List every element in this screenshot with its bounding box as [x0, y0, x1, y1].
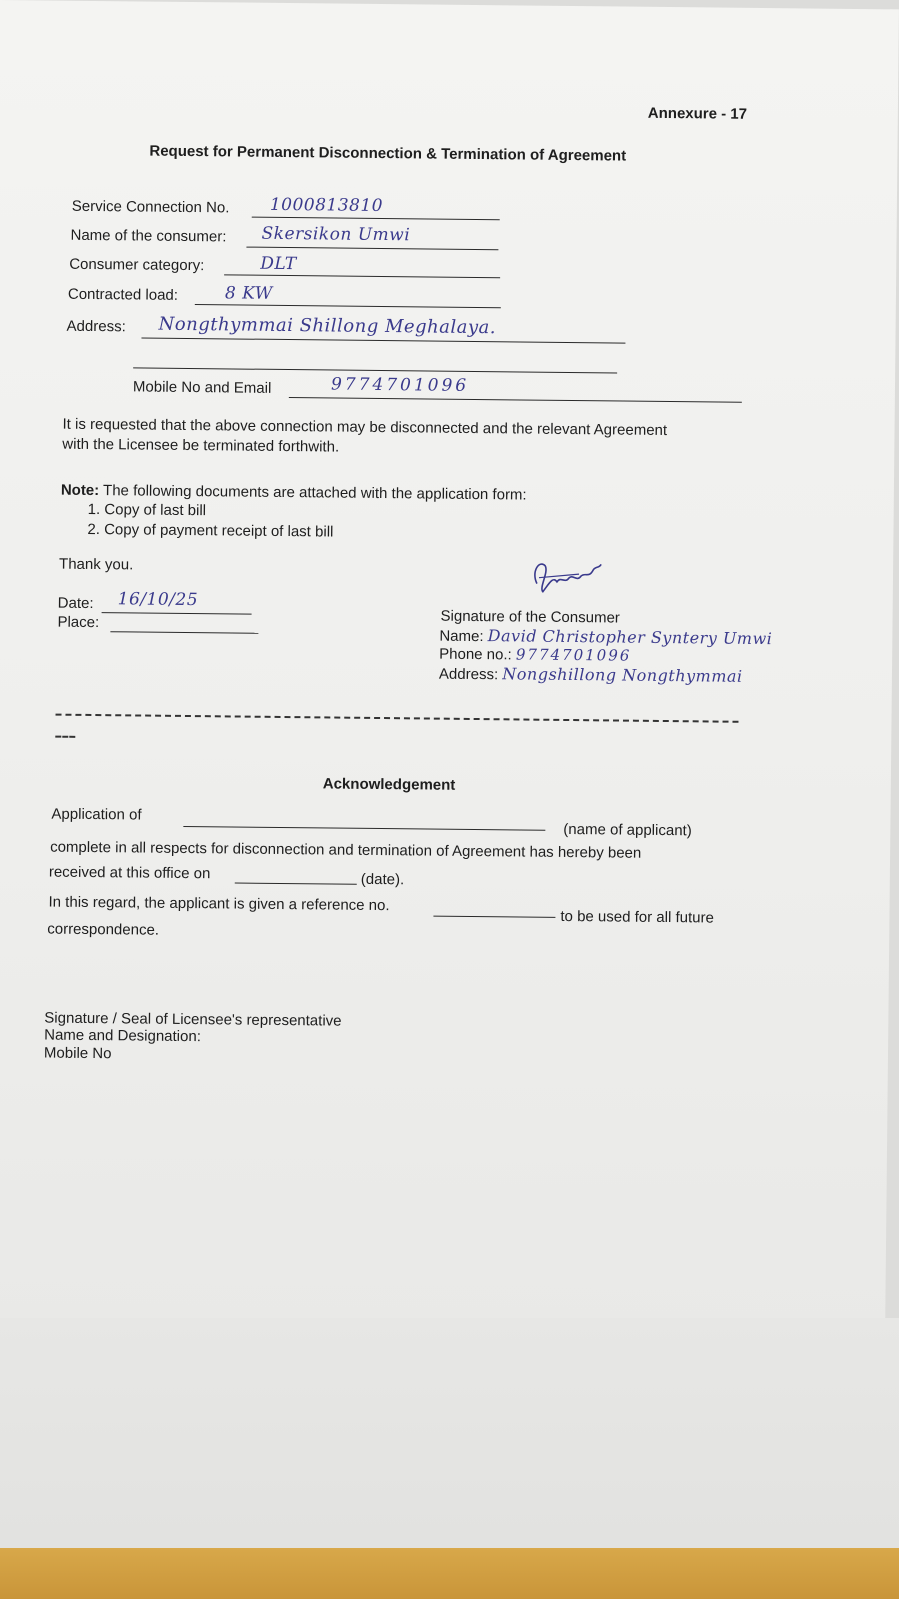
ack-regard: In this regard, the applicant is given a reference no. — [48, 893, 390, 915]
mobile-email-value: 9774701096 — [330, 374, 470, 396]
underlying-sheet — [0, 1318, 899, 1548]
contracted-load-line — [195, 304, 501, 308]
ack-date-hint: (date). — [360, 870, 405, 889]
consumer-sign-name-value: David Christopher Syntery Umwi — [487, 626, 773, 649]
note-label: Note: — [60, 481, 100, 500]
ack-applicant-line — [183, 826, 545, 831]
request-line-2: with the Licensee be terminated forthwith. — [62, 435, 340, 456]
consumer-category-label: Consumer category: — [69, 255, 205, 275]
ack-received: received at this office on — [48, 863, 211, 883]
address-label: Address: — [66, 317, 126, 336]
consumer-address-label: Address: — [438, 665, 499, 684]
form-title: Request for Permanent Disconnection & Termination of Agreement — [149, 142, 627, 165]
licensee-mobile: Mobile No — [43, 1044, 112, 1063]
address-value: Nongthymmai Shillong Meghalaya. — [158, 313, 497, 339]
consumer-signature-scribble — [529, 554, 609, 599]
licensee-signature-seal: Signature / Seal of Licensee's representative — [44, 1009, 342, 1030]
acknowledgement-title: Acknowledgement — [322, 775, 456, 794]
mobile-email-line — [289, 397, 742, 403]
date-line — [102, 612, 252, 615]
ack-application-of: Application of — [51, 805, 142, 824]
ack-future: to be used for all future — [560, 907, 714, 927]
mobile-email-label: Mobile No and Email — [132, 378, 272, 397]
address-line-1 — [141, 338, 625, 344]
place-line — [110, 631, 258, 634]
consumer-name-value: Skersikon Umwi — [261, 223, 411, 246]
service-connection-value: 1000813810 — [269, 194, 384, 217]
consumer-address-row — [439, 664, 743, 686]
ack-date-line — [235, 883, 357, 885]
ack-name-of-applicant: (name of applicant) — [563, 820, 692, 840]
consumer-sign-name-label: Name: — [439, 627, 484, 646]
folder-edge — [0, 1548, 899, 1599]
consumer-name-line — [246, 247, 498, 251]
consumer-phone-value: 9774701096 — [515, 645, 632, 665]
consumer-address-value: Nongshillong Nongthymmai — [502, 664, 743, 686]
annexure-label: Annexure - 17 — [647, 104, 748, 123]
contracted-load-label: Contracted load: — [67, 285, 179, 304]
consumer-name-label: Name of the consumer: — [70, 226, 227, 246]
ack-reference-line — [433, 916, 555, 918]
consumer-category-line — [224, 274, 500, 278]
cut-divider-tail — [55, 736, 75, 738]
date-label: Date: — [57, 594, 94, 613]
ack-line-2: complete in all respects for disconnection and termination of Agreement has hereby been — [50, 838, 642, 862]
licensee-name-designation: Name and Designation: — [44, 1026, 202, 1046]
thank-you: Thank you. — [59, 555, 134, 574]
consumer-signature-title: Signature of the Consumer — [440, 607, 620, 627]
consumer-phone-label: Phone no.: — [439, 645, 512, 664]
date-value: 16/10/25 — [117, 589, 199, 611]
request-line-1: It is requested that the above connection may be disconnected and the relevant Agreement — [62, 415, 668, 440]
note — [61, 482, 527, 504]
note-item-2: 2. Copy of payment receipt of last bill — [87, 520, 334, 541]
contracted-load-value: 8 KW — [224, 283, 273, 304]
place-label: Place: — [57, 613, 100, 632]
service-connection-label: Service Connection No. — [71, 197, 230, 217]
note-item-1: 1. Copy of last bill — [87, 500, 207, 520]
note-text: The following documents are attached with the application form: — [103, 482, 527, 504]
ack-correspondence: correspondence. — [47, 920, 160, 939]
cut-divider — [56, 714, 739, 723]
consumer-phone-row — [439, 645, 631, 665]
service-connection-line — [252, 217, 500, 221]
address-line-2 — [133, 367, 617, 373]
consumer-category-value: DLT — [260, 253, 297, 275]
